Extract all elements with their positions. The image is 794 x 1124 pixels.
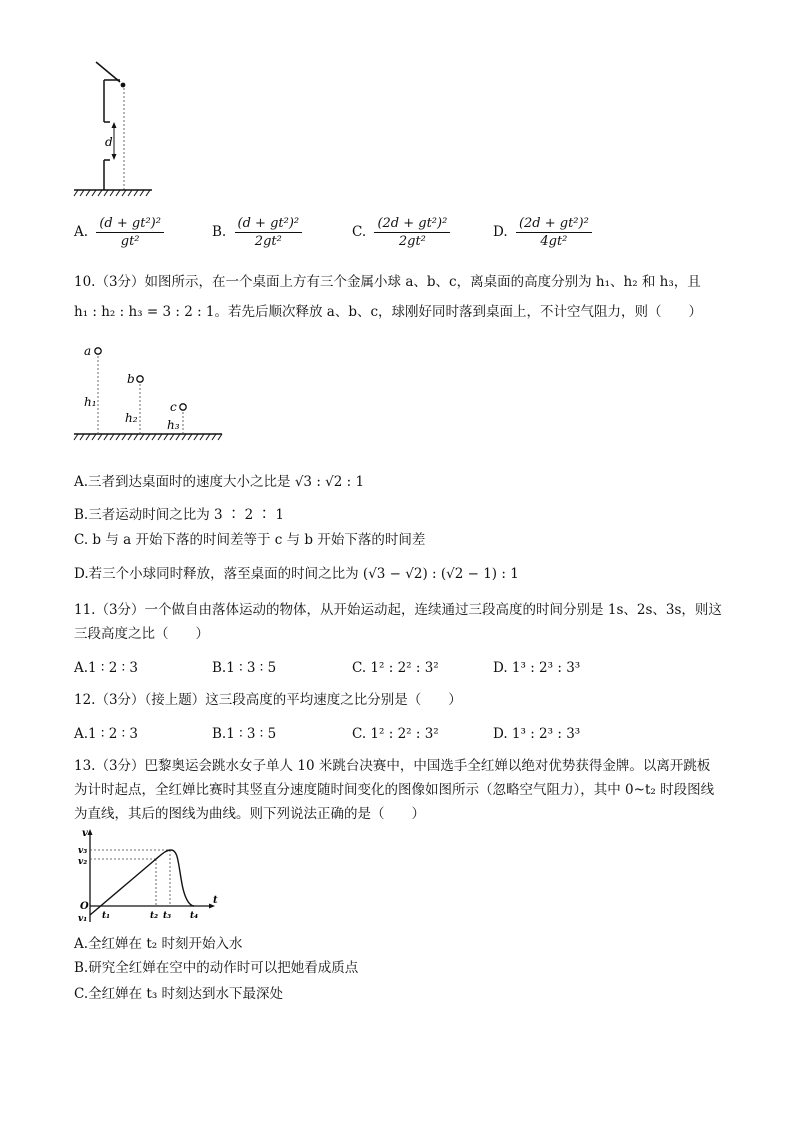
q12-option-a[interactable]: A.1 ∶ 2 ∶ 3	[74, 726, 138, 742]
q10-ball-c	[180, 404, 186, 410]
q13-option-b[interactable]: B.研究全红婵在空中的动作时可以把她看成质点	[74, 960, 359, 976]
q10-ball-b-label: b	[127, 372, 135, 386]
q13-t-label: t	[213, 895, 218, 906]
q13-stem-line3: 为直线，其后的图线为曲线。则下列说法正确的是（ ）	[74, 806, 425, 822]
q13-v1-label: v₁	[78, 914, 88, 924]
q10-stem-line2: h₁ : h₂ : h₃ = 3 : 2 : 1。若先后顺次释放 a、b、c，球刚好同时落到桌面上，不计空气阻力，则（ ）	[74, 304, 703, 320]
q12-stem-line1: 12.（3分）（接上题）这三段高度的平均速度之比分别是（ ）	[74, 692, 462, 708]
q12-option-c[interactable]: C. 1² : 2² : 3²	[352, 726, 439, 742]
q9-option-b-fraction: $\frac{\text{(d + gt²)²}}{\text{2gt²}}$	[235, 216, 303, 249]
q13-t1-label: t₁	[102, 911, 111, 921]
q9-diagram	[70, 58, 160, 200]
q11-stem-line2: 三段高度之比（ ）	[74, 626, 209, 642]
q10-option-b[interactable]: B.三者运动时间之比为 3 ∶ 2 ∶ 1	[74, 507, 284, 523]
q13-t2-label: t₂	[150, 911, 159, 921]
q13-t4-label: t₄	[190, 911, 199, 921]
q10-diagram	[70, 340, 230, 450]
q9-option-c-fraction: $\frac{\text{(2d + gt²)²}}{\text{2gt²}}$	[374, 216, 450, 249]
q10-option-d[interactable]: D.若三个小球同时释放，落至桌面的时间之比为 (√3 − √2) : (√2 − 1) : 1	[74, 566, 519, 582]
q11-option-c[interactable]: C. 1² : 2² : 3²	[352, 660, 439, 676]
q10-h1-label: h₁	[84, 395, 97, 409]
q9-option-d-fraction: $\frac{\text{(2d + gt²)²}}{\text{4gt²}}$	[516, 216, 592, 249]
q10-ball-c-label: c	[170, 400, 177, 414]
q10-h3-label: h₃	[167, 418, 180, 432]
q9-option-d[interactable]: D. $\frac{\text{(2d + gt²)²}}{\text{4gt²}}$	[493, 216, 592, 249]
q13-v-label: v	[82, 828, 88, 839]
q12-option-d[interactable]: D. 1³ : 2³ : 3³	[493, 726, 581, 742]
q13-v3-label: v₃	[78, 846, 88, 856]
q10-option-c[interactable]: C. b 与 a 开始下落的时间差等于 c 与 b 开始下落的时间差	[74, 532, 426, 548]
q11-stem-line1: 11.（3分）一个做自由落体运动的物体，从开始运动起，连续通过三段高度的时间分别是 1s、2s、3s，则这	[74, 602, 722, 618]
q13-v2-label: v₂	[78, 857, 88, 867]
q13-vt-curve	[90, 850, 194, 915]
q10-ball-a-label: a	[84, 344, 92, 358]
q9-option-b[interactable]: B. $\frac{\text{(d + gt²)²}}{\text{2gt²}}$	[212, 216, 302, 249]
q10-ball-a	[95, 348, 101, 354]
q9-option-c[interactable]: C. $\frac{\text{(2d + gt²)²}}{\text{2gt²}}$	[352, 216, 450, 249]
q9-board	[96, 62, 120, 82]
q11-option-d[interactable]: D. 1³ : 2³ : 3³	[493, 660, 581, 676]
q10-option-a[interactable]: A.三者到达桌面时的速度大小之比是 √3 : √2 : 1	[74, 474, 365, 490]
q10-stem-line1: 10.（3分）如图所示，在一个桌面上方有三个金属小球 a、b、c，离桌面的高度分别为 h₁、h₂ 和 h₃，且	[74, 274, 701, 290]
q10-ball-b	[137, 376, 143, 382]
q13-stem-line2: 为计时起点，全红婵比赛时其竖直分速度随时间变化的图像如图所示（忽略空气阻力），其中 0~t₂ 时段图线	[74, 782, 715, 798]
q9-ball	[121, 83, 126, 88]
q13-t3-label: t₃	[163, 911, 172, 921]
q11-option-a[interactable]: A.1 ∶ 2 ∶ 3	[74, 660, 138, 676]
q10-h2-label: h₂	[125, 411, 138, 425]
q9-option-a-fraction: $\frac{\text{(d + gt²)²}}{\text{gt²}}$	[96, 216, 164, 249]
q13-option-a[interactable]: A.全红婵在 t₂ 时刻开始入水	[74, 936, 243, 952]
q11-option-b[interactable]: B.1 ∶ 3 ∶ 5	[212, 660, 277, 676]
q13-vt-graph	[74, 826, 224, 926]
q13-origin-label: O	[80, 901, 89, 912]
q9-d-label: d	[105, 135, 113, 149]
q12-option-b[interactable]: B.1 ∶ 3 ∶ 5	[212, 726, 277, 742]
q9-option-a[interactable]: A. $\frac{\text{(d + gt²)²}}{\text{gt²}}$	[74, 216, 164, 249]
q13-stem-line1: 13.（3分）巴黎奥运会跳水女子单人 10 米跳台决赛中，中国选手全红婵以绝对优势获得金牌。以离开跳板	[74, 758, 711, 774]
q13-option-c[interactable]: C.全红婵在 t₃ 时刻达到水下最深处	[74, 986, 284, 1002]
